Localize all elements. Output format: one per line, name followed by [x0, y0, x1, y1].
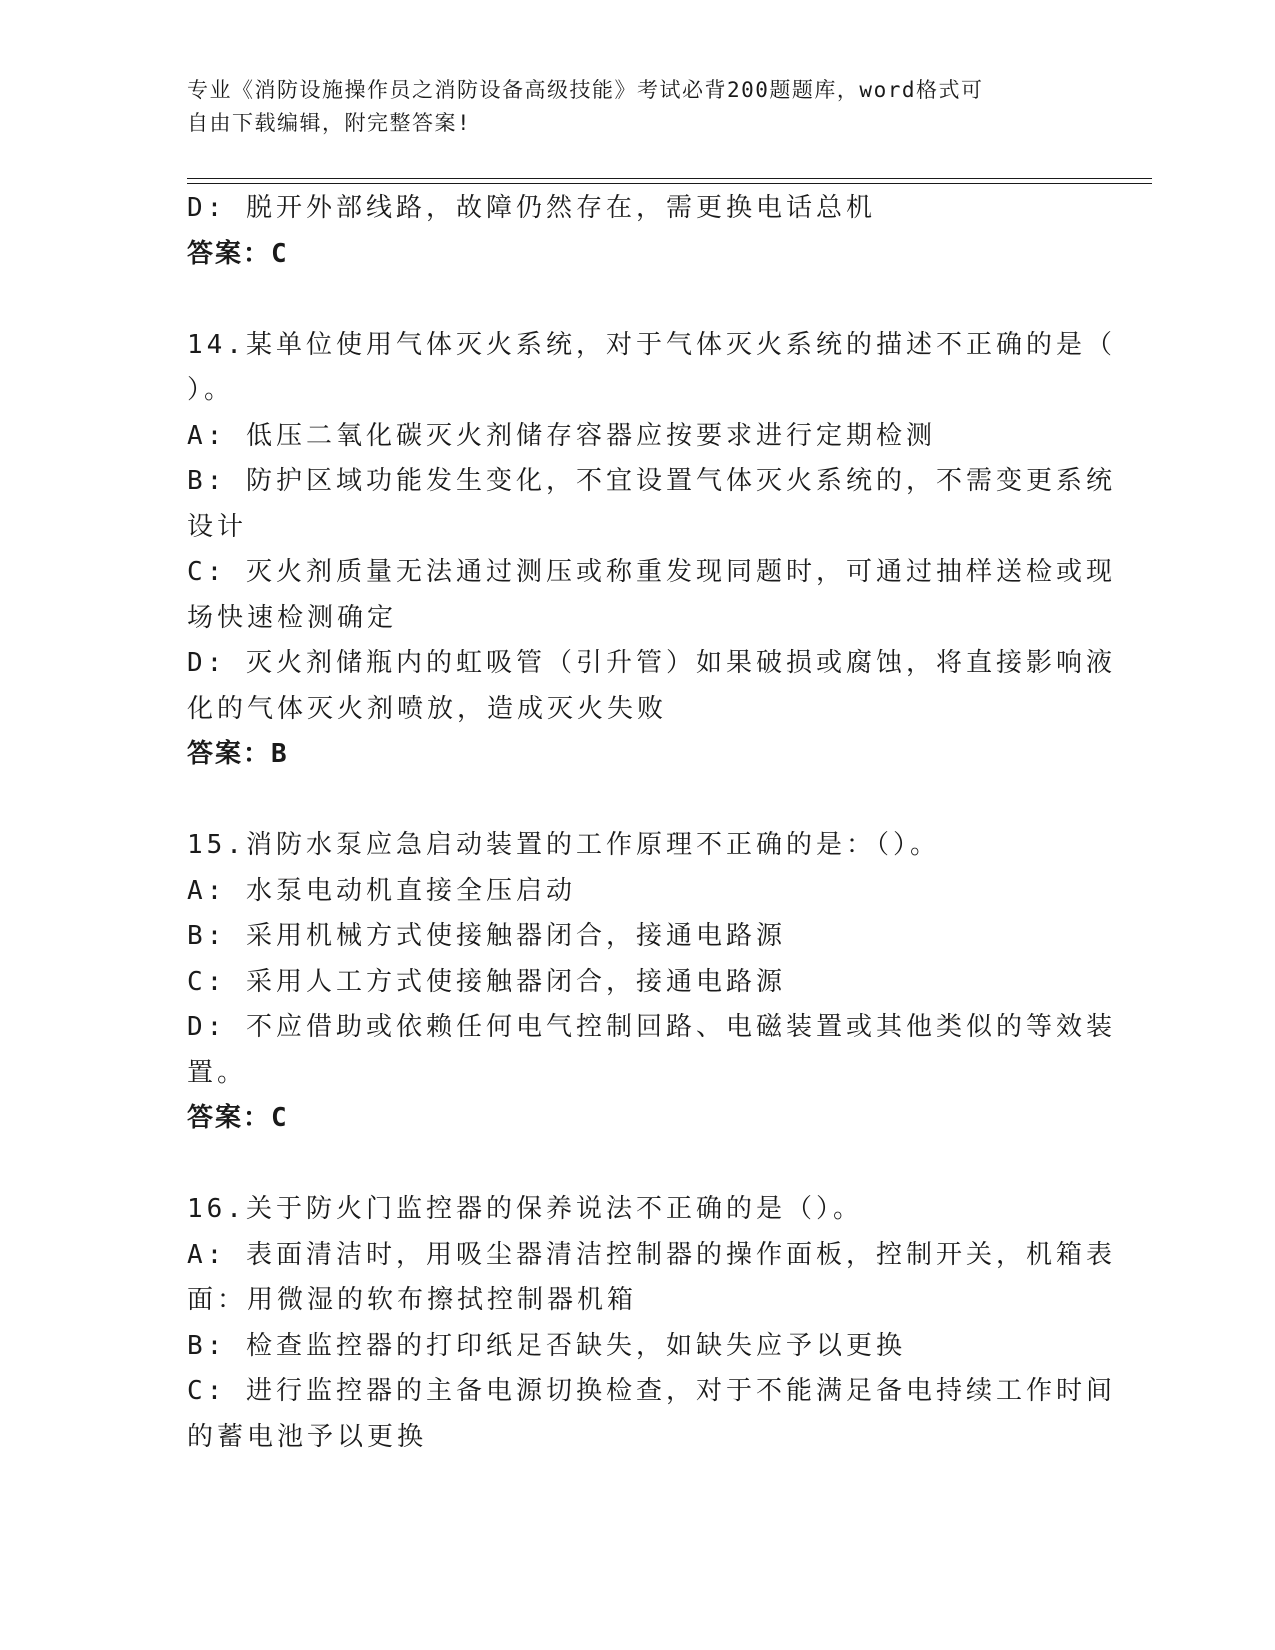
spacer — [187, 277, 1087, 323]
question-list — [187, 186, 1116, 1460]
option-c-continued: 场快速检测确定 — [187, 602, 398, 633]
option-d: D: 灭火剂储瓶内的虹吸管（引升管）如果破损或腐蚀，将直接影响液 — [187, 648, 1116, 678]
header-line-2: 自由下载编辑，附完整答案! — [187, 111, 472, 135]
answer-label: 答案：C — [187, 1103, 289, 1133]
question-block-15 — [187, 823, 1116, 1142]
option-a: A: 低压二氧化碳灭火剂储存容器应按要求进行定期检测 — [187, 420, 936, 451]
option-a: A: 水泵电动机直接全压启动 — [187, 875, 576, 906]
spacer — [187, 1142, 1087, 1188]
document-header — [187, 74, 1067, 140]
answer-label: 答案：C — [187, 238, 289, 269]
question-block-14 — [187, 323, 1116, 778]
option-a-continued: 面：用微湿的软布擦拭控制器机箱 — [187, 1285, 638, 1315]
question-block-13 — [187, 186, 1087, 277]
option-d-continued: 化的气体灭火剂喷放，造成灭火失败 — [187, 693, 668, 724]
header-line-1: 专业《消防设施操作员之消防设备高级技能》考试必背200题题库，word格式可 — [187, 78, 984, 102]
header-rule-top — [187, 178, 1152, 179]
question-block-16 — [187, 1187, 1116, 1460]
spacer — [187, 778, 1087, 824]
option-d: D: 不应借助或依赖任何电气控制回路、电磁装置或其他类似的等效装 — [187, 1012, 1116, 1042]
option-b-continued: 设计 — [187, 511, 248, 542]
option-d-continued: 置。 — [187, 1057, 248, 1088]
question-stem-continued: ）。 — [187, 375, 235, 405]
option-c: C: 采用人工方式使接触器闭合，接通电路源 — [187, 966, 786, 997]
option-c: C: 灭火剂质量无法通过测压或称重发现同题时，可通过抽样送检或现 — [187, 557, 1116, 587]
header-rule-bottom — [187, 183, 1152, 184]
option-b: B: 采用机械方式使接触器闭合，接通电路源 — [187, 921, 786, 951]
option-c-continued: 的蓄电池予以更换 — [187, 1421, 428, 1452]
option-b: B: 检查监控器的打印纸足否缺失，如缺失应予以更换 — [187, 1330, 906, 1361]
answer-label: 答案：B — [187, 739, 289, 769]
option-b: B: 防护区域功能发生变化，不宜设置气体灭火系统的，不需变更系统 — [187, 466, 1116, 496]
question-stem: 15.消防水泵应急启动装置的工作原理不正确的是：（）。 — [187, 830, 940, 860]
question-stem: 14.某单位使用气体灭火系统，对于气体灭火系统的描述不正确的是（ — [187, 329, 1116, 360]
option-d: D: 脱开外部线路，故障仍然存在，需更换电话总机 — [187, 193, 876, 223]
question-stem: 16.关于防火门监控器的保养说法不正确的是（）。 — [187, 1194, 863, 1224]
option-c: C: 进行监控器的主备电源切换检查，对于不能满足备电持续工作时间 — [187, 1376, 1116, 1406]
option-a: A: 表面清洁时，用吸尘器清洁控制器的操作面板，控制开关，机箱表 — [187, 1239, 1116, 1270]
